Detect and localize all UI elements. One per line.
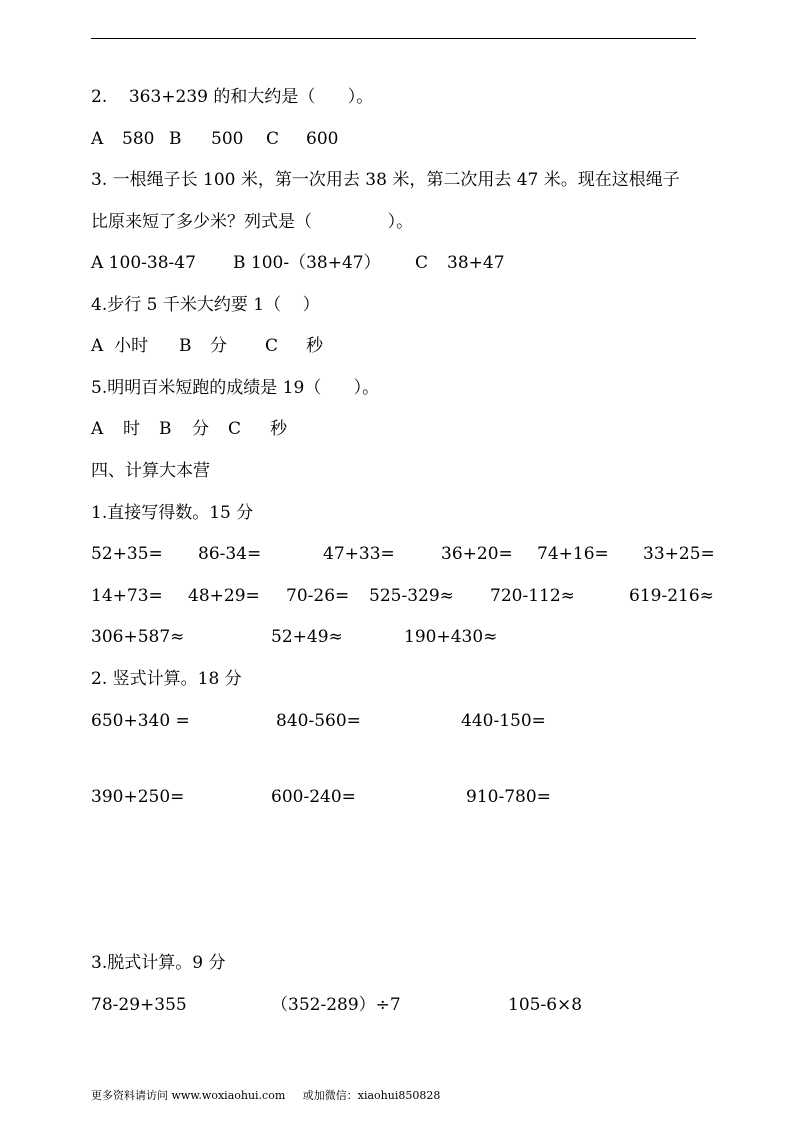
q3-option: A 100-38-47 (91, 253, 196, 273)
q2-option: C (266, 129, 280, 149)
calc1-item: 86-34= (198, 544, 262, 564)
q3-option: C (415, 253, 429, 273)
q4-option: A 小时 (91, 336, 149, 356)
q5-option: 时 (123, 419, 140, 439)
q4-option: 秒 (306, 336, 323, 356)
q2-option: A (91, 129, 104, 149)
section-heading: 四、计算大本营 (91, 461, 210, 481)
calc1-item: 70-26= (286, 586, 350, 606)
q3-option: 38+47 (447, 253, 505, 273)
q2-option: 500 (211, 129, 244, 149)
question-3-line1: 3. 一根绳子长 100 米，第一次用去 38 米，第二次用去 47 米。现在这根绳子 (91, 170, 680, 190)
q2-option: 580 (122, 129, 155, 149)
calc1-item: 190+430≈ (404, 627, 498, 647)
q5-option: 分 (192, 419, 209, 439)
calc1-item: 52+35= (91, 544, 163, 564)
calc1-item: 619-216≈ (629, 586, 714, 606)
q2-option: 600 (306, 129, 339, 149)
calc1-item: 33+25= (643, 544, 715, 564)
calc1-item: 36+20= (441, 544, 513, 564)
q2-option: B (169, 129, 182, 149)
footer-note: 更多资料请访问 www.woxiaohui.com 或加微信：xiaohui850828 (91, 1089, 441, 1102)
calc2-item: 910-780= (466, 787, 551, 807)
q5-option: A (91, 419, 104, 439)
calc3-item: （352-289）÷7 (271, 995, 401, 1015)
calc1-item: 48+29= (188, 586, 260, 606)
calc2-title: 2. 竖式计算。18 分 (91, 669, 242, 689)
q4-option: C (265, 336, 279, 356)
q3-option: B 100-（38+47） (233, 253, 381, 273)
calc1-item: 14+73= (91, 586, 163, 606)
calc1-item: 306+587≈ (91, 627, 185, 647)
calc1-item: 525-329≈ (369, 586, 454, 606)
calc3-title: 3.脱式计算。9 分 (91, 953, 226, 973)
question-4: 4.步行 5 千米大约要 1（ ） (91, 295, 320, 315)
q4-option: 分 (210, 336, 227, 356)
calc1-title: 1.直接写得数。15 分 (91, 503, 254, 523)
question-3-line2: 比原来短了多少米？列式是（ ）。 (91, 212, 414, 232)
question-5: 5.明明百米短跑的成绩是 19（ ）。 (91, 378, 380, 398)
calc2-item: 600-240= (271, 787, 356, 807)
calc2-item: 650+340 = (91, 711, 190, 731)
calc2-item: 390+250= (91, 787, 185, 807)
calc3-item: 105-6×8 (508, 995, 583, 1015)
calc3-item: 78-29+355 (91, 995, 187, 1015)
q5-option: B (159, 419, 172, 439)
question-2: 2. 363+239 的和大约是（ ）。 (91, 87, 374, 107)
calc1-item: 47+33= (323, 544, 395, 564)
q4-option: B (179, 336, 192, 356)
q5-option: C (228, 419, 242, 439)
header-rule (91, 38, 696, 39)
calc1-item: 74+16= (537, 544, 609, 564)
calc2-item: 840-560= (276, 711, 361, 731)
calc2-item: 440-150= (461, 711, 546, 731)
calc1-item: 52+49≈ (271, 627, 343, 647)
calc1-item: 720-112≈ (490, 586, 575, 606)
q5-option: 秒 (270, 419, 287, 439)
